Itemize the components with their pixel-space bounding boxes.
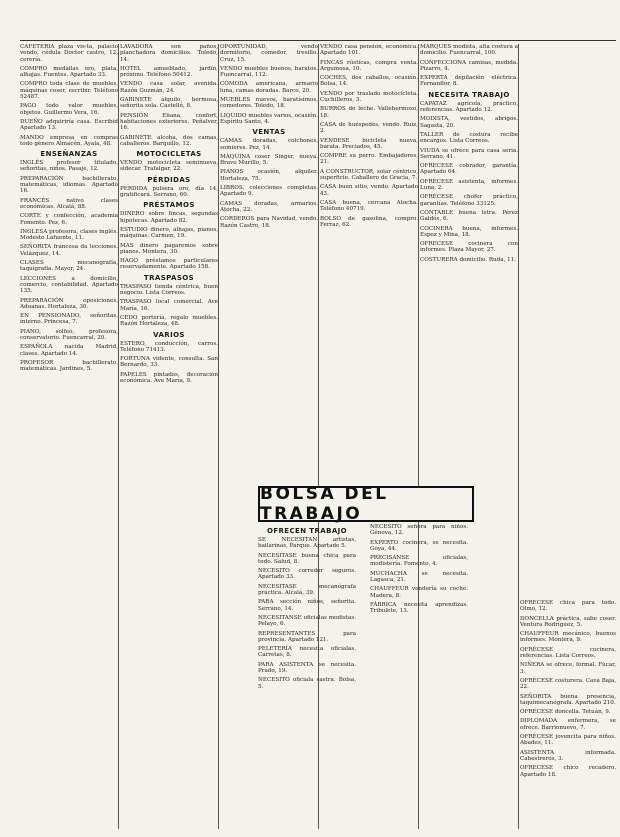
- classified-ad: MUCHACHA se necesita. Lagasca, 21.: [370, 570, 468, 584]
- classified-ad: VIUDA se ofrece para casa seria. Serrano, 41.: [420, 147, 518, 160]
- classified-ad: CÓMODA americana, armario luna, camas doradas. Barco, 20.: [220, 81, 318, 94]
- bolsa-ads-column: [258, 524, 356, 693]
- classified-ad: NIÑERA se ofrece, formal. Fúcar, 3.: [520, 662, 616, 675]
- classified-ad: VENDO casa pensión, económica. Apartado 101.: [320, 44, 418, 57]
- classified-ad: ASISTENTA informada. Cabestreros, 3.: [520, 749, 616, 762]
- classified-ad: COCINERA buena, informes. Espoz y Mina, 18.: [420, 225, 518, 238]
- classified-ad: PELETERÍA necesita oficialas. Carretas, 8.: [258, 646, 356, 659]
- classified-ad: NECESITO oficiala sastra. Bolsa, 5.: [258, 677, 356, 690]
- column-rule: [518, 44, 519, 829]
- classified-ad: ESTUDIO dinero, alhajas, pianos, máquinas. Carmen, 19.: [120, 226, 218, 240]
- classified-ad: LECCIONES a domicilio, comercio, contabilidad. Apartado 135.: [20, 275, 118, 295]
- classified-ad: OFRÉCESE doncella. Tetuán, 9.: [520, 709, 611, 716]
- classified-ad: CLASES mecanografía, taquigrafía. Mayor, 24.: [20, 260, 118, 273]
- classified-ad: OFRECESE cobrador, garantía. Apartado 64.: [420, 163, 518, 176]
- classified-ad: CAMAS doradas, armarios. Atocha, 22.: [220, 200, 318, 213]
- bolsa-ads-column: [370, 524, 468, 618]
- classified-ad: SEÑORITA buena presencia, taquimecanógrafa. Apartado 210.: [520, 693, 616, 706]
- classified-ad: DONCELLA práctica, sabe coser. Ventura Rodríguez, 5.: [520, 615, 616, 628]
- section-heading: TRASPASOS: [143, 273, 195, 282]
- section-heading: ENSEÑANZAS: [40, 150, 98, 159]
- section-heading: MOTOCICLETAS: [136, 150, 202, 159]
- classified-ad: LAVADORA son paños, planchadora domicilios. Toledo, 14.: [120, 44, 218, 63]
- section-heading: VENTAS: [252, 128, 286, 137]
- classified-ad: PERDIDA pulsera oro, día 14, gratificará. Serrano, 60.: [120, 185, 218, 199]
- classified-ad: PIANOS ocasión, alquiler. Hortaleza, 75.: [220, 169, 318, 182]
- ads-column: [20, 44, 118, 375]
- classified-ad: OFRÉCESE chofer práctico, garantías. Teléfono 33125.: [420, 194, 518, 207]
- classified-ad: SEÑORITA francesa da lecciones. Velázquez, 14.: [20, 244, 118, 257]
- classified-ad: EN PENSIONADO, señoritas, interno. Princesa, 7.: [20, 313, 118, 326]
- classified-ad: CORDEROS para Navidad, vendo. Razón Castro, 18.: [220, 216, 318, 229]
- classified-ad: BOLSO de gasolina, compro. Ferraz, 62.: [320, 215, 418, 228]
- classified-ad: REPRESENTANTES para provincia. Apartado 121.: [258, 630, 356, 643]
- classified-ad: CORTE y confección, academia Fomento. Pez, 6.: [20, 213, 118, 226]
- classified-ad: OFRÉCESE cocinera, referencias. Lista Correos.: [520, 646, 616, 660]
- classified-ad: MARQUÉS modista, alta costura a domicilio. Fuencarral, 100.: [420, 44, 518, 57]
- classified-ad: FÁBRICA necesita aprendizas. Tribulete, 13.: [370, 601, 468, 615]
- classified-ad: CASA buen sitio, vendo. Apartado 43.: [320, 184, 418, 197]
- classified-ad: INGLESA profesora, clases inglés. Modesto Lafuente, 11.: [20, 228, 118, 242]
- column-rule: [318, 44, 319, 829]
- ads-column: [320, 44, 418, 484]
- classified-ad: MUEBLES nuevos, baratísimos, comedores. Toledo, 18.: [220, 97, 318, 110]
- classified-ad: FRANCÉS nativo clases económicas. Alcalá, 88.: [20, 197, 118, 210]
- classified-ad: CONTABLE buena letra. Pérez Galdós, 6.: [420, 209, 518, 223]
- classified-ad: NECESITO señora para niños. Génova, 12.: [370, 524, 468, 537]
- classified-ad: CAMAS doradas, colchones, somieres. Pez, 14.: [220, 138, 318, 151]
- classified-ad: VENDESE bicicleta nueva, barata. Preciados, 45.: [320, 137, 418, 150]
- classified-ad: CASA buena, cercana Atocha. Teléfono 40719.: [320, 199, 418, 213]
- classified-ad: VENDO motocicleta seminueva, sidecar. Trafalgar, 22.: [120, 160, 218, 173]
- classified-ad: NECESITANSE oficialas modistas. Pelayo, 6.: [258, 614, 356, 628]
- classified-ad: DUEÑO adquiriría casa. Escribid Apartado 13.: [20, 118, 118, 132]
- classified-ad: OFRÉCESE chica para todo. Olmo, 12.: [520, 600, 616, 613]
- classified-ad: ESPAÑOLA nacida Madrid, clases. Apartado 14.: [20, 344, 118, 357]
- classified-ad: EXPERTO cocinera, se necesita. Goya, 44.: [370, 539, 468, 552]
- section-heading: NECESITA TRABAJO: [428, 90, 510, 99]
- ads-column: [520, 600, 616, 781]
- classified-ad: COMPRE su perro. Embajadores, 21.: [320, 153, 418, 166]
- classified-ad: MÁQUINA coser Singer, nueva. Bravo Murillo, 5.: [220, 153, 318, 167]
- classified-ad: FINCAS rústicas, compra venta. Argumosa, 10.: [320, 59, 418, 72]
- classified-ad: MAS dinero pagaremos sobre pianos. Montera, 30.: [120, 242, 218, 255]
- classified-ad: MODISTA, vestidos, abrigos. Sagasta, 20.: [420, 116, 518, 129]
- classified-ad: SE NECESITAN artistas, bailarinas, Parque. Apartado 5.: [258, 537, 356, 550]
- section-heading: PRÉSTAMOS: [143, 201, 195, 210]
- classified-ad: HAGO préstamos particulares reservadamente. Apartado 158.: [120, 258, 218, 271]
- section-heading: VARIOS: [153, 330, 185, 339]
- classified-ad: NECESITO corredor seguros. Apartado 33.: [258, 568, 356, 581]
- classified-ad: OFRECESE chico recadero. Apartado 18.: [520, 765, 616, 778]
- classified-ad: PRECISANSE oficialas, modistería. Fomento, 4.: [370, 555, 468, 568]
- classified-ad: CAPATAZ agrícola, práctico, referencias. Apartado 12.: [420, 100, 518, 114]
- classified-ad: VENDO muebles buenos, baratos. Fuencarral, 112.: [220, 65, 318, 79]
- classified-ad: CHAUFFEUR vendería su coche. Madera, 8.: [370, 586, 468, 599]
- ads-column: [220, 44, 318, 484]
- classified-ad: MANDO empresa en compras todo género Almacén, Ayala, 48.: [20, 134, 118, 147]
- classified-ad: EXPERTA depilación eléctrica. Fernanflor, 8.: [420, 75, 518, 88]
- section-heading: PÉRDIDAS: [147, 175, 191, 184]
- classified-ad: CONFECCIONA camisas, medida. Pizarro, 4.: [420, 59, 518, 72]
- classified-ad: OPORTUNIDAD, vendo dormitorio, comedor, tresillo. Cruz, 15.: [220, 44, 318, 63]
- classified-ad: FORTUNA vidente, consulta. San Bernardo, 33.: [120, 356, 218, 369]
- classified-ad: LIQUIDO muebles varios, ocasión. Espíritu Santo, 4.: [220, 112, 318, 125]
- column-rule: [118, 44, 119, 829]
- classified-ad: COMPRO medallas oro, plata, alhajas. Fuentes. Apartado 33.: [20, 65, 118, 79]
- classified-ad: CASA de huéspedes, vendo. Ruiz, 2.: [320, 121, 418, 135]
- classified-ad: OFRÉCESE asistenta, informes. Luna, 2.: [420, 178, 518, 192]
- classified-ad: PIANO, solfeo, profesora, conservatorio. Fuencarral, 20.: [20, 328, 118, 341]
- top-rule: [20, 40, 616, 41]
- classified-ad: DIPLOMADA enfermera, se ofrece. Barrionuevo, 7.: [520, 718, 616, 731]
- classified-ad: A CONSTRUCTOR, solar céntrico, superficie. Caballero de Gracia, 7.: [320, 168, 418, 182]
- classified-ad: CAFETERIA plaza vis-ta, palacio vendo, cédula Doctor castro, 12, cerería.: [20, 44, 118, 63]
- classified-ad: GABINETE alquilo, hermosa, señorita sola. Castelló, 8.: [120, 97, 218, 110]
- classified-ad: CEDO portería, regalo muebles. Razón Hortaleza, 48.: [120, 314, 218, 328]
- bolsa-del-trabajo-banner: [258, 486, 474, 522]
- classified-ad: GABINETE alcoba, dos camas, caballeros. Barquillo, 12.: [120, 134, 218, 147]
- classified-ad: OFRÉCESE costurera. Cava Baja, 22.: [520, 677, 616, 691]
- ads-column: [420, 44, 518, 266]
- classified-ad: TALLER de costura recibe encargos. Lista Correos.: [420, 131, 518, 145]
- column-rule: [218, 44, 219, 829]
- classified-ad: PENSIÓN Eliana, confort, habitaciones exteriores. Peñalver, 16.: [120, 112, 218, 132]
- classified-ad: PREPARACIÓN bachillerato, matemáticas, idiomas. Apartado 16.: [20, 175, 118, 195]
- classified-ad: TRASPASO local comercial. Ave María, 16.: [120, 299, 218, 312]
- classified-ad: HOTEL amueblado, jardín, próximo. Teléfono 50412.: [120, 65, 218, 79]
- classified-ad: PAPELES pintados, decoración económica. Ave María, 9.: [120, 371, 218, 384]
- classified-ad: PARA sección niños, señorita. Serrano, 14.: [258, 599, 356, 612]
- classified-ad: NECESITASE mecanógrafa práctica. Alcalá, 39.: [258, 583, 356, 597]
- classified-ad: COCHES, dos caballos, ocasión. Bolsa, 14.: [320, 75, 418, 88]
- classified-ad: VENDO por traslado motocicleta. Cuchilleros, 3.: [320, 90, 418, 104]
- classified-ad: COSTURERA domicilio. Ruda, 11.: [420, 256, 517, 263]
- classified-ad: INGLÉS profesor titulado, señoritas, niños. Pasaje, 12.: [20, 160, 118, 173]
- ads-column: [120, 44, 218, 387]
- classified-ad: NECESITASE buena chica para todo. Salud, 8.: [258, 552, 356, 565]
- classified-ad: PARA ASISTENTA se necesita. Prado, 19.: [258, 661, 356, 675]
- classified-ad: CHAUFFEUR mecánico, buenos informes. Montera, 9.: [520, 631, 616, 644]
- classified-ad: PREPARACIÓN oposiciones, Aduanas. Hortaleza, 30.: [20, 297, 118, 310]
- classified-ad: OFRECESE cocinera con informes. Plaza Mayor, 27.: [420, 241, 518, 254]
- classified-ad: OFRÉCESE jovencita para niños. Abades, 11.: [520, 734, 616, 747]
- classified-ad: VENDO casa solar, avenida. Razón Guzmán, 24.: [120, 81, 218, 94]
- column-rule: [418, 44, 419, 829]
- classified-ad: DINERO sobre fincas, segundas hipotecas. Apartado 82.: [120, 211, 218, 224]
- classified-ad: BURROS de leche. Vallehermoso, 18.: [320, 106, 418, 119]
- classified-ad: ESTERO, conducción, carros. Teléfono 71413.: [120, 340, 218, 353]
- classified-ad: PROFESOR bachillerato, matemáticas. Jardines, 5.: [20, 359, 118, 373]
- classified-ad: LIBROS, colecciones completas. Apartado 9.: [220, 185, 318, 198]
- classified-ad: PAGO todo valor muebles, objetos. Guillermo Vera, 16.: [20, 103, 118, 116]
- classified-ad: COMPRO toda clase de muebles, máquinas coser, escribir. Teléfono 52487.: [20, 81, 118, 101]
- section-heading: OFRECEN TRABAJO: [266, 527, 347, 535]
- classified-ad: TRASPASO tienda céntrica, buen negocio. Lista Correos.: [120, 283, 218, 297]
- banner-title: BOLSA DEL TRABAJO: [260, 484, 389, 524]
